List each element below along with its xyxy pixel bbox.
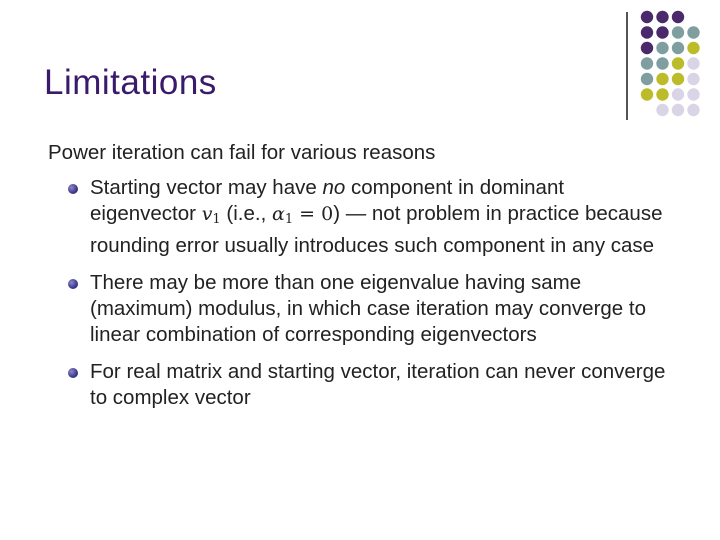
decorative-dot [672, 26, 684, 38]
decorative-dot [656, 57, 668, 69]
decorative-dot [687, 26, 699, 38]
lead-text: Power iteration can fail for various reasons [48, 141, 436, 164]
bullet-icon [68, 279, 78, 289]
bullet-item [48, 175, 668, 259]
bullet-text: There may be more than one eigenvalue having same (maximum) modulus, in which case iteration may converge to linear combination of corresponding eigenvectors [90, 271, 646, 346]
math-v1: $v_1$ [201, 203, 221, 227]
decorative-dot [672, 42, 684, 54]
decorative-dot [672, 73, 684, 85]
decorative-dot [687, 73, 699, 85]
decorative-dot [687, 104, 699, 116]
slide-body [48, 140, 668, 422]
decorative-dot [641, 73, 653, 85]
decorative-dot [656, 73, 668, 85]
decorative-dot [672, 104, 684, 116]
decorative-dot [687, 88, 699, 100]
decorative-dot [641, 26, 653, 38]
decorative-dot [687, 57, 699, 69]
bullet-list [48, 175, 668, 411]
decorative-dot [641, 11, 653, 23]
decorative-dot [672, 11, 684, 23]
bullet-icon [68, 368, 78, 378]
decorative-dot [641, 88, 653, 100]
decorative-dot-grid [639, 9, 719, 119]
decorative-dot [672, 88, 684, 100]
decorative-dot [641, 57, 653, 69]
bullet-item [48, 270, 668, 348]
decorative-dot [687, 42, 699, 54]
decorative-dot [656, 104, 668, 116]
decorative-dot [656, 11, 668, 23]
decorative-dot [656, 42, 668, 54]
decorative-dot [656, 88, 668, 100]
math-alpha1: $\alpha_1$ [271, 203, 294, 227]
bullet-icon [68, 184, 78, 194]
bullet-item [48, 359, 668, 411]
bullet-text: Starting vector may have no component in dominant eigenvector $v_1$ (i.e., $\alpha_1 = 0$) — not problem in practice because rounding error usually introduces such component in any case [90, 176, 663, 257]
divider-line [626, 12, 628, 120]
decorative-dot [656, 26, 668, 38]
bullet-text: For real matrix and starting vector, iteration can never converge to complex vector [90, 360, 666, 409]
slide-title: Limitations [44, 63, 217, 102]
decorative-dot [641, 42, 653, 54]
decorative-dot [672, 57, 684, 69]
